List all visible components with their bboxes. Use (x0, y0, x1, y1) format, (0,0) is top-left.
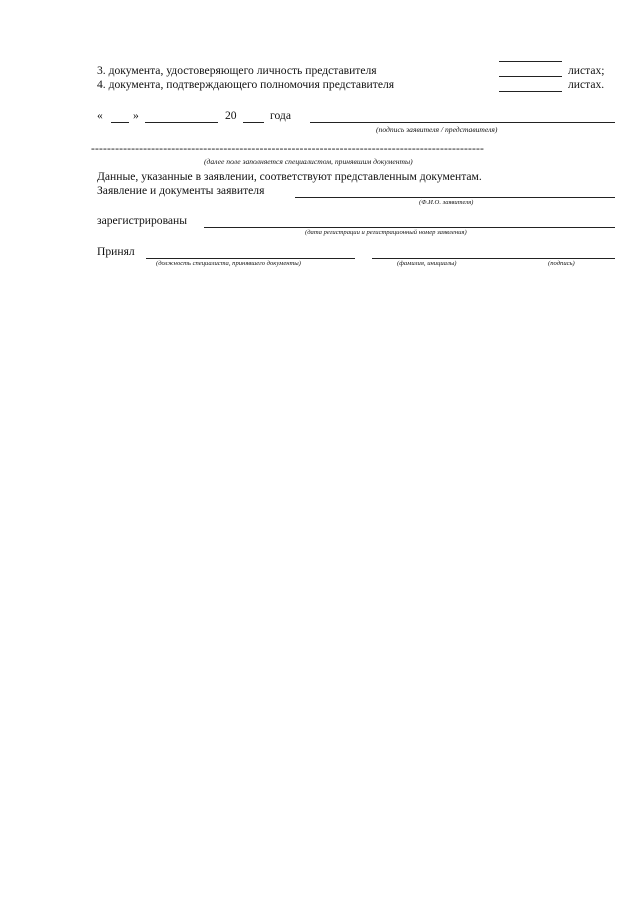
date-year-word: года (270, 109, 291, 122)
date-month-field[interactable] (145, 122, 218, 123)
signature-caption: (подпись) (548, 260, 575, 267)
date-year-field[interactable] (243, 122, 264, 123)
accepted-label: Принял (97, 245, 135, 258)
applicant-signature-field[interactable] (310, 122, 615, 123)
applicant-signature-caption: (подпись заявителя / представителя) (376, 125, 498, 134)
item3-sheets-field[interactable] (499, 76, 562, 77)
date-open-quote: « (97, 109, 103, 122)
specialist-position-field[interactable] (146, 258, 355, 259)
date-day-field[interactable] (111, 122, 129, 123)
date-century: 20 (225, 109, 237, 122)
specialist-name-field[interactable] (372, 258, 615, 259)
date-close-quote: » (133, 109, 139, 122)
doc-item-3: 3. документа, удостоверяющего личность представителя (97, 64, 377, 77)
registration-field[interactable] (204, 227, 615, 228)
dashed-separator: -------------------------------------------------------------------------------------------------- (91, 142, 485, 155)
specialist-note: (далее поле заполняется специалистом, принявшим документы) (204, 157, 413, 166)
registered-label: зарегистрированы (97, 214, 188, 227)
registration-caption: (дата регистрации и регистрационный номер заявления) (305, 229, 467, 236)
doc-item-3-unit: листах; (568, 64, 605, 77)
position-caption: (должность специалиста, принявшего документы) (156, 260, 301, 267)
doc-item-4: 4. документа, подтверждающего полномочия представителя (97, 78, 395, 91)
item3-count-blank-top[interactable] (499, 61, 562, 62)
applicant-fio-field[interactable] (295, 197, 615, 198)
surname-caption: (фамилия, инициалы) (397, 260, 457, 267)
item4-sheets-field[interactable] (499, 91, 562, 92)
doc-item-4-unit: листах. (568, 78, 605, 91)
data-statement: Данные, указанные в заявлении, соответствуют представленным документам. (97, 170, 482, 183)
applicant-docs-label: Заявление и документы заявителя (97, 184, 265, 197)
fio-caption: (Ф.И.О. заявителя) (419, 199, 474, 206)
